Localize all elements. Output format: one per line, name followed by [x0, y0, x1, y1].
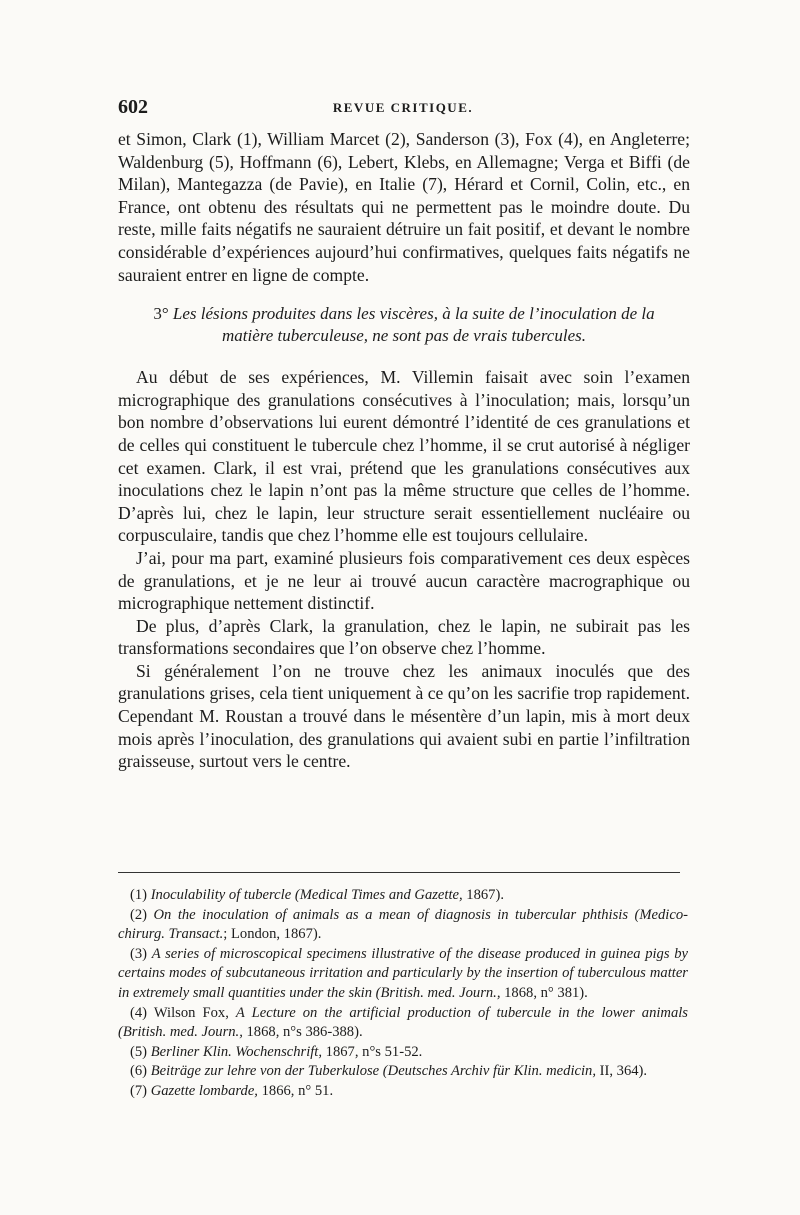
- footnote-author: Wilson Fox,: [153, 1004, 236, 1021]
- footnote: [118, 1004, 688, 1043]
- footnote-mark: (6): [130, 1063, 148, 1080]
- footnote: [118, 1062, 688, 1082]
- footnote-mark: (1): [130, 887, 148, 903]
- footnote-mark: (5): [130, 1043, 148, 1060]
- footnote: [118, 886, 688, 906]
- footnote-rest: II, 364).: [596, 1063, 648, 1080]
- paragraph-1: et Simon, Clark (1), William Marcet (2), Sanderson (3), Fox (4), en Angleterre; Waldenburg (5), Hoffmann (6), Lebert, Klebs, en Allemagne; Verga et Biffi (de Milan), Mantegazza (de Pavie), en Italie (7), Hérard et Cornil, Colin, etc., en France, ont obtenu des résultats qui ne permettent pas le moindre doute. Du reste, mille faits négatifs ne sauraient détruire un fait positif, et devant le nombre considérable d’expériences aujourd’hui confirmatives, quelques faits négatifs ne sauraient entrer en ligne de compte.: [118, 129, 690, 285]
- footnote-rest: 1868, n°s 386-388).: [242, 1024, 363, 1041]
- footnote-title: Berliner Klin. Wochenschrift,: [150, 1043, 323, 1060]
- paragraph-5: Si généralement l’on ne trouve chez les animaux inoculés que des granulations grises, cela tient uniquement à ce qu’on les sacrifie trop rapidement. Cependant M. Roustan a trouvé dans le mésentère d’un lapin, mis à mort deux mois après l’inoculation, des granulations qui avaient subi en partie l’infiltration graisseuse, surtout vers le centre.: [118, 660, 690, 772]
- footnote-rest: 1868, n° 381).: [500, 984, 588, 1001]
- footnote-mark: (2): [130, 906, 148, 923]
- footnote-divider: [118, 872, 680, 873]
- footnote-title: Gazette lombarde,: [150, 1082, 258, 1099]
- footnote: [118, 945, 688, 1004]
- body-text: [118, 128, 690, 773]
- footnote: [118, 1082, 688, 1102]
- footnote-rest: 1867, n°s 51-52.: [322, 1043, 423, 1060]
- section-heading-text: Les lésions produites dans les viscères, à la suite de l’inoculation de la matière tuberculeuse, ne sont pas de vrais tubercules.: [172, 304, 655, 345]
- footnote-rest: 1867).: [462, 887, 504, 903]
- footnote-rest: ; London, 1867).: [223, 926, 322, 943]
- footnote-rest: 1866, n° 51.: [257, 1082, 334, 1099]
- footnote-mark: (3): [130, 945, 148, 962]
- page-header: [118, 96, 688, 122]
- paragraph-3: J’ai, pour ma part, examiné plusieurs fois comparativement ces deux espèces de granulations, et je ne leur ai trouvé aucun caractère macrographique ou micrographique nettement distinctif.: [118, 547, 690, 614]
- footnotes: [118, 886, 688, 1102]
- footnote-mark: (7): [130, 1082, 148, 1099]
- footnote-title: On the inoculation of animals as a mean of diagnosis in tubercular phthisis (Medico-chirurg. Transact.: [118, 906, 688, 943]
- footnote-title: Beiträge zur lehre von der Tuberkulose (Deutsches Archiv für Klin. medicin,: [150, 1063, 596, 1080]
- footnote: [118, 906, 688, 945]
- paragraph-2: Au début de ses expériences, M. Villemin faisait avec soin l’examen micrographique des granulations consécutives à l’inoculation; mais, lorsqu’un bon nombre d’observations lui eurent démontré l’identité de ces granulations et de celles qui constituent le tubercule chez l’homme, il se crut autorisé à négliger cet examen. Clark, il est vrai, prétend que les granulations consécutives aux inoculations chez le lapin n’ont pas la même structure que celles de l’homme. D’après lui, chez le lapin, leur structure serait essentiellement nucléaire ou corpusculaire, tandis que chez l’homme elle est toujours cellulaire.: [118, 367, 690, 546]
- running-title: REVUE CRITIQUE.: [332, 100, 474, 115]
- footnote: [118, 1043, 688, 1063]
- section-heading-number: 3°: [153, 304, 169, 324]
- section-heading: [132, 303, 676, 346]
- footnote-title: A Lecture on the artificial production of tubercule in the lower animals (British. med. Journ.,: [118, 1004, 688, 1041]
- footnote-title: Inoculability of tubercle (Medical Times and Gazette,: [150, 887, 463, 903]
- footnote-title: A series of microscopical specimens illustrative of the disease produced in guinea pigs by certains modes of subcutaneous irritation and particularly by the insertion of tuberculous matter in extremely small quantities under the skin (British. med. Journ.,: [118, 945, 688, 1001]
- page-number: 602: [118, 96, 148, 118]
- footnote-mark: (4): [130, 1004, 148, 1021]
- paragraph-4: De plus, d’après Clark, la granulation, chez le lapin, ne subirait pas les transformations secondaires que l’on observe chez l’homme.: [118, 615, 690, 659]
